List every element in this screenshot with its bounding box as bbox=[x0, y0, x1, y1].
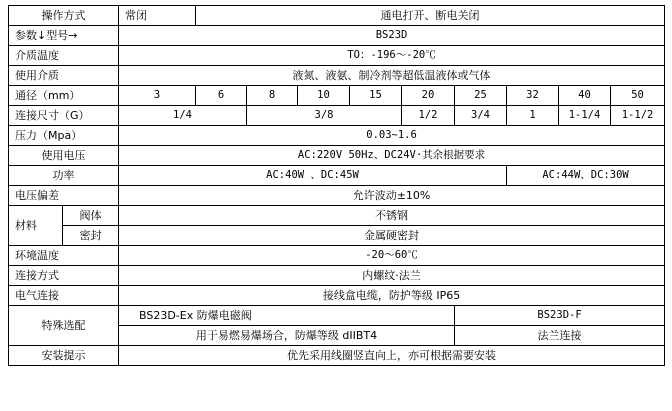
model-value: BS23D bbox=[119, 26, 665, 46]
electrical-label: 电气连接 bbox=[9, 286, 119, 306]
special-option-1-title: BS23D-Ex 防爆电磁阀 bbox=[119, 306, 455, 326]
install-value: 优先采用线圈竖直向上，亦可根据需要安装 bbox=[119, 346, 665, 366]
bore-value: 8 bbox=[247, 86, 298, 106]
install-label: 安装提示 bbox=[9, 346, 119, 366]
voltage-deviation-label: 电压偏差 bbox=[9, 186, 119, 206]
medium-label: 使用介质 bbox=[9, 66, 119, 86]
material-label: 材料 bbox=[9, 206, 63, 246]
bore-value: 25 bbox=[455, 86, 507, 106]
row-electrical bbox=[9, 286, 665, 306]
bore-value: 15 bbox=[350, 86, 402, 106]
bore-value: 50 bbox=[611, 86, 665, 106]
operation-value-normally-closed: 常闭 bbox=[119, 6, 196, 26]
bore-value: 32 bbox=[507, 86, 559, 106]
row-material-body bbox=[9, 206, 665, 226]
row-special-title bbox=[9, 306, 665, 326]
connection-label: 连接方式 bbox=[9, 266, 119, 286]
thread-value: 1/2 bbox=[402, 106, 455, 126]
model-label: 参数↓型号→ bbox=[9, 26, 119, 46]
row-thread bbox=[9, 106, 665, 126]
operation-value-desc: 通电打开、断电关闭 bbox=[196, 6, 665, 26]
row-pressure bbox=[9, 126, 665, 146]
row-connection bbox=[9, 266, 665, 286]
row-material-seal bbox=[9, 226, 665, 246]
material-seal-value: 金属硬密封 bbox=[119, 226, 665, 246]
thread-label: 连接尺寸（G） bbox=[9, 106, 119, 126]
row-ambient bbox=[9, 246, 665, 266]
material-seal-label: 密封 bbox=[63, 226, 119, 246]
material-body-value: 不锈钢 bbox=[119, 206, 665, 226]
thread-value: 1-1/4 bbox=[559, 106, 611, 126]
row-install bbox=[9, 346, 665, 366]
power-label: 功率 bbox=[9, 166, 119, 186]
thread-value: 1-1/2 bbox=[611, 106, 665, 126]
row-model bbox=[9, 26, 665, 46]
special-option-2-desc: 法兰连接 bbox=[455, 326, 665, 346]
special-label: 特殊选配 bbox=[9, 306, 119, 346]
thread-value: 3/8 bbox=[247, 106, 402, 126]
electrical-value: 接线盒电缆，防护等级 IP65 bbox=[119, 286, 665, 306]
row-voltage-deviation bbox=[9, 186, 665, 206]
row-medium-temp bbox=[9, 46, 665, 66]
row-operation bbox=[9, 6, 665, 26]
row-bore bbox=[9, 86, 665, 106]
row-power bbox=[9, 166, 665, 186]
spec-table bbox=[8, 5, 665, 366]
ambient-label: 环境温度 bbox=[9, 246, 119, 266]
bore-value: 3 bbox=[119, 86, 196, 106]
row-voltage bbox=[9, 146, 665, 166]
voltage-deviation-value: 允许波动±10% bbox=[119, 186, 665, 206]
bore-value: 10 bbox=[298, 86, 350, 106]
power-value-small: AC:40W 、DC:45W bbox=[119, 166, 507, 186]
operation-label: 操作方式 bbox=[9, 6, 119, 26]
thread-value: 3/4 bbox=[455, 106, 507, 126]
pressure-label: 压力（Mpa） bbox=[9, 126, 119, 146]
row-medium bbox=[9, 66, 665, 86]
thread-value: 1 bbox=[507, 106, 559, 126]
bore-value: 6 bbox=[196, 86, 247, 106]
pressure-value: 0.03~1.6 bbox=[119, 126, 665, 146]
bore-value: 40 bbox=[559, 86, 611, 106]
material-body-label: 阀体 bbox=[63, 206, 119, 226]
special-option-2-title: BS23D-F bbox=[455, 306, 665, 326]
connection-value: 内螺纹·法兰 bbox=[119, 266, 665, 286]
bore-value: 20 bbox=[402, 86, 455, 106]
voltage-label: 使用电压 bbox=[9, 146, 119, 166]
power-value-large: AC:44W、DC:30W bbox=[507, 166, 665, 186]
medium-value: 液氮、液氨、制冷剂等超低温液体或气体 bbox=[119, 66, 665, 86]
medium-temp-label: 介质温度 bbox=[9, 46, 119, 66]
bore-label: 通径（mm） bbox=[9, 86, 119, 106]
spec-table-wrapper bbox=[8, 5, 664, 406]
ambient-value: -20～60℃ bbox=[119, 246, 665, 266]
medium-temp-value: TO：-196～-20℃ bbox=[119, 46, 665, 66]
special-option-1-desc: 用于易燃易爆场合，防爆等级 dIIBT4 bbox=[119, 326, 455, 346]
voltage-value: AC:220V 50Hz、DC24V·其余根据要求 bbox=[119, 146, 665, 166]
thread-value: 1/4 bbox=[119, 106, 247, 126]
